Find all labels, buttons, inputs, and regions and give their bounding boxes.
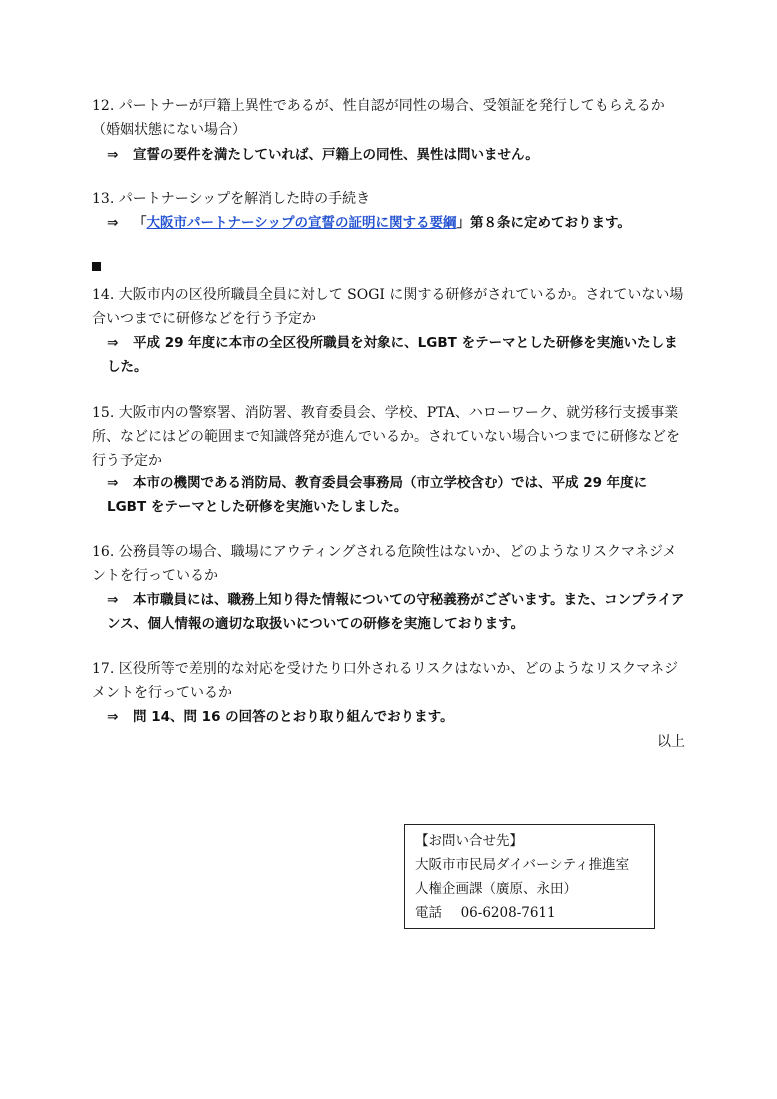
answer-text: 平成 29 年度に本市の全区役所職員を対象に、LGBT をテーマとした研修を実施いたしました。 <box>107 335 678 375</box>
question-text: 区役所等で差別的な対応を受けたり口外されるリスクはないか、どのようなリスクマネジメントを行っているか <box>92 661 679 701</box>
arrow-icon: ⇒ <box>107 147 119 163</box>
question-number: 15. <box>92 405 115 421</box>
question-number: 14. <box>92 287 115 303</box>
arrow-icon: ⇒ <box>107 215 119 231</box>
answer-suffix: 」第８条に定めております。 <box>456 215 631 231</box>
answer-16 <box>107 588 690 636</box>
contact-heading: 【お問い合せ先】 <box>415 833 523 849</box>
arrow-icon: ⇒ <box>107 335 119 351</box>
answer-14 <box>107 331 690 379</box>
question-14 <box>92 283 690 331</box>
section-bullet-icon <box>92 262 101 271</box>
guideline-link[interactable]: 大阪市パートナーシップの宣誓の証明に関する要綱 <box>146 215 457 231</box>
question-17 <box>92 657 690 705</box>
question-text: 公務員等の場合、職場にアウティングされる危険性はないか、どのようなリスクマネジメントを行っているか <box>92 544 677 584</box>
answer-17 <box>107 705 690 729</box>
question-text: 大阪市内の警察署、消防署、教育委員会、学校、PTA、ハローワーク、就労移行支援事業所、などにはどの範囲まで知識啓発が進んでいるか。されていない場合いつまでに研修などを行う予定か <box>92 405 680 469</box>
question-text: パートナーが戸籍上異性であるが、性自認が同性の場合、受領証を発行してもらえるか（婚姻状態にない場合） <box>92 98 665 138</box>
arrow-icon: ⇒ <box>107 709 119 725</box>
contact-department: 大阪市市民局ダイバーシティ推進室 <box>415 857 630 873</box>
question-text: パートナーシップを解消した時の手続き <box>118 191 371 207</box>
answer-text: 本市の機関である消防局、教育委員会事務局（市立学校含む）では、平成 29 年度に LGBT をテーマとした研修を実施いたしました。 <box>107 475 648 515</box>
phone-label: 電話 <box>415 905 442 921</box>
closing-text: 以上 <box>657 734 685 750</box>
question-number: 12. <box>92 98 115 114</box>
question-number: 17. <box>92 661 115 677</box>
answer-12 <box>107 143 690 167</box>
phone-number[interactable]: 06-6208-7611 <box>460 905 556 921</box>
answer-text: 宣誓の要件を満たしていれば、戸籍上の同性、異性は問いません。 <box>133 147 539 163</box>
answer-text: 問 14、問 16 の回答のとおり取り組んでおります。 <box>133 709 454 725</box>
question-12 <box>92 94 690 142</box>
question-text: 大阪市内の区役所職員全員に対して SOGI に関する研修がされているか。されていない場合いつまでに研修などを行う予定か <box>92 287 684 327</box>
question-13 <box>92 187 690 211</box>
answer-15 <box>107 471 690 519</box>
arrow-icon: ⇒ <box>107 475 119 491</box>
question-15 <box>92 401 690 473</box>
contact-box <box>404 824 655 929</box>
answer-13 <box>107 211 690 235</box>
answer-text: 本市職員には、職務上知り得た情報についての守秘義務がございます。また、コンプライアンス、個人情報の適切な取扱いについての研修を実施しております。 <box>107 592 685 632</box>
arrow-icon: ⇒ <box>107 592 119 608</box>
contact-section: 人権企画課（廣原、永田） <box>415 881 577 897</box>
question-number: 13. <box>92 191 115 207</box>
question-number: 16. <box>92 544 115 560</box>
answer-prefix: 「 <box>133 215 147 231</box>
question-16 <box>92 540 690 588</box>
contact-phone-row <box>415 901 644 925</box>
